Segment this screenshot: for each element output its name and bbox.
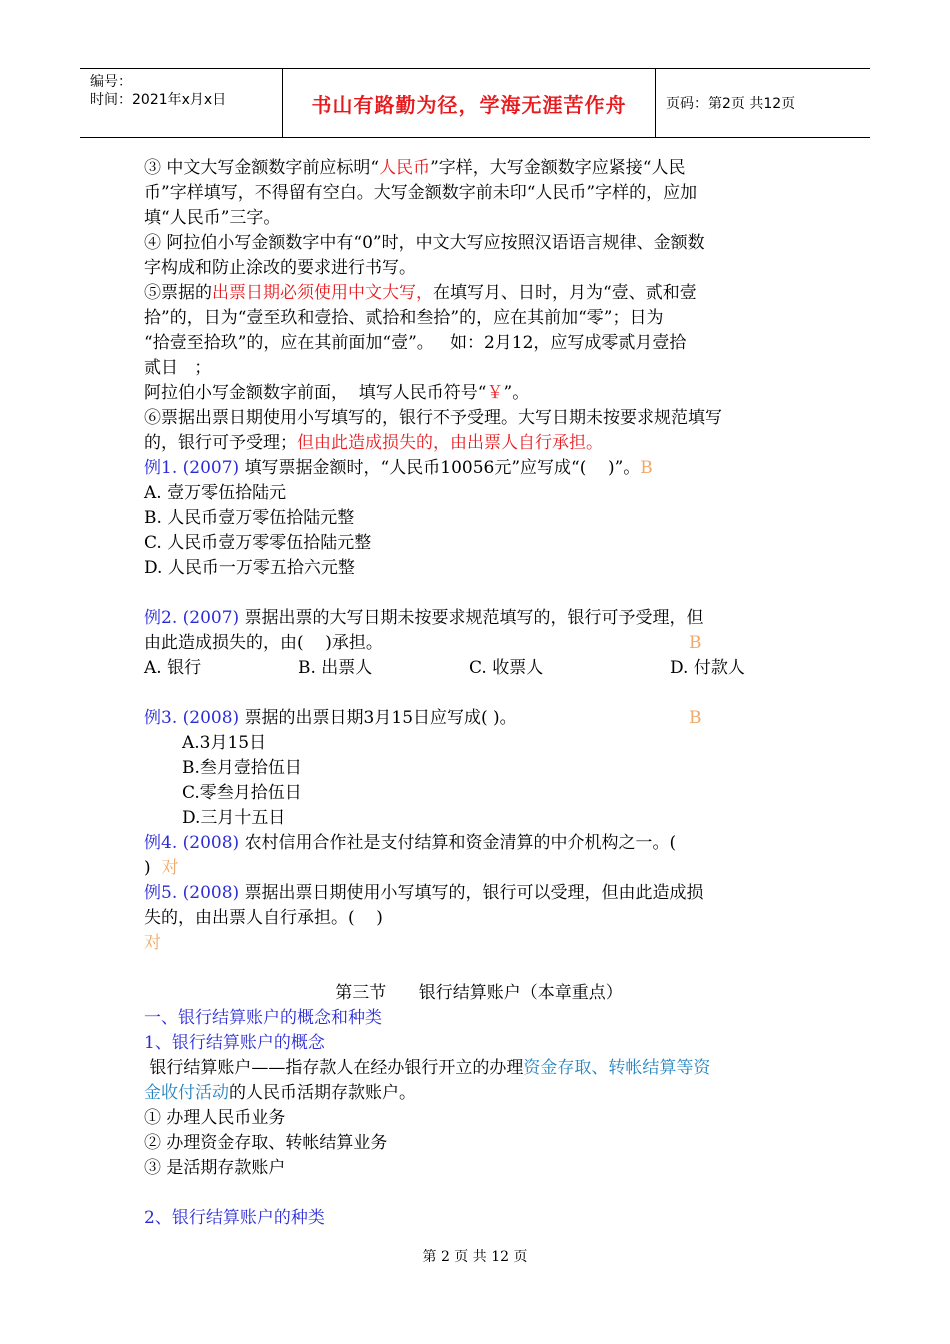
heading-2: 1、银行结算账户的概念 — [144, 1033, 325, 1053]
example-3-answer: B — [689, 708, 702, 728]
heading-1: 一、银行结算账户的概念和种类 — [144, 1008, 382, 1028]
example-1-question: 例1. (2007) 填写票据金额时，“人民币10056元”应写成“( )”。B — [144, 458, 653, 478]
example-5-question: 例5. (2008) 票据出票日期使用小写填写的，银行可以受理，但由此造成损 — [144, 883, 704, 903]
text-line: ③ 中文大写金额数字前应标明“人民币”字样，大写金额数字应紧接“人民 — [144, 158, 686, 178]
option-item: A. 银行 — [144, 658, 202, 678]
definition-line: 金收付活动的人民币活期存款账户。 — [144, 1083, 416, 1103]
text-line: 失的，由出票人自行承担。( ) — [144, 908, 383, 928]
header-page-label: 页码：第2页 共12页 — [666, 96, 796, 112]
example-1-answer: B — [640, 458, 653, 478]
heading-3: 2、银行结算账户的种类 — [144, 1208, 325, 1228]
example-2-answer: B — [689, 633, 702, 653]
text-line: 贰日 ； — [144, 358, 212, 378]
header-motto: 书山有路勤为径，学海无涯苦作舟 — [282, 69, 656, 137]
list-item: ② 办理资金存取、转帐结算业务 — [144, 1133, 388, 1153]
text-line: ⑤票据的出票日期必须使用中文大写，在填写月、日时，月为“壹、贰和壹 — [144, 283, 697, 303]
option-item: D. 付款人 — [670, 658, 745, 678]
example-4-answer: 对 — [161, 858, 179, 878]
option-item: A.3月15日 — [182, 733, 267, 753]
section-title: 第三节 银行结算账户（本章重点） — [335, 983, 623, 1003]
text-line: ④ 阿拉伯小写金额数字中有“0”时，中文大写应按照汉语语言规律、金额数 — [144, 233, 705, 253]
text-line: 字构成和防止涂改的要求进行书写。 — [144, 258, 416, 278]
text-line: 的，银行可予受理；但由此造成损失的，由出票人自行承担。 — [144, 433, 603, 453]
text-line: 拾”的，日为“壹至玖和壹拾、贰拾和叁拾”的，应在其前加“零”；日为 — [144, 308, 664, 328]
example-5-answer: 对 — [144, 933, 161, 953]
option-item: B. 人民币壹万零伍拾陆元整 — [144, 508, 355, 528]
text-line: “拾壹至拾玖”的，应在其前面加“壹”。 如：2月12，应写成零贰月壹拾 — [144, 333, 687, 353]
list-item: ① 办理人民币业务 — [144, 1108, 286, 1128]
page-header — [80, 68, 870, 138]
document-body — [144, 156, 814, 1231]
page-footer: 第 2 页 共 12 页 — [422, 1249, 528, 1265]
option-item: B.叁月壹拾伍日 — [182, 758, 302, 778]
time-label: 时间：2021年x月x日 — [90, 92, 227, 108]
option-item: C. 收票人 — [469, 658, 544, 678]
example-2-question: 例2. (2007) 票据出票的大写日期未按要求规范填写的，银行可予受理，但 — [144, 608, 704, 628]
text-line: 填“人民币”三字。 — [144, 208, 281, 228]
option-item: B. 出票人 — [298, 658, 373, 678]
option-item: C.零叁月拾伍日 — [182, 783, 302, 803]
option-item: C. 人民币壹万零零伍拾陆元整 — [144, 533, 372, 553]
header-meta — [80, 69, 282, 137]
text-line: 由此造成损失的，由( )承担。 B — [144, 631, 814, 656]
example-3-question: 例3. (2008) 票据的出票日期3月15日应写成( )。 B — [144, 706, 814, 731]
option-item: A. 壹万零伍拾陆元 — [144, 483, 287, 503]
list-item: ③ 是活期存款账户 — [144, 1158, 286, 1178]
text-line: 币”字样填写，不得留有空白。大写金额数字前未印“人民币”字样的，应加 — [144, 183, 698, 203]
option-item: D. 人民币一万零五拾六元整 — [144, 558, 355, 578]
text-line: ) 对 — [144, 858, 179, 878]
text-line: ⑥票据出票日期使用小写填写的，银行不予受理。大写日期未按要求规范填写 — [144, 408, 722, 428]
text-line: 阿拉伯小写金额数字前面， 填写人民币符号“￥”。 — [144, 383, 530, 403]
number-label: 编号： — [90, 74, 132, 90]
definition-line: 银行结算账户——指存款人在经办银行开立的办理资金存取、转帐结算等资 — [144, 1058, 711, 1078]
example-2-options — [144, 656, 814, 681]
example-4-question: 例4. (2008) 农村信用合作社是支付结算和资金清算的中介机构之一。( — [144, 833, 677, 853]
option-item: D.三月十五日 — [182, 808, 286, 828]
